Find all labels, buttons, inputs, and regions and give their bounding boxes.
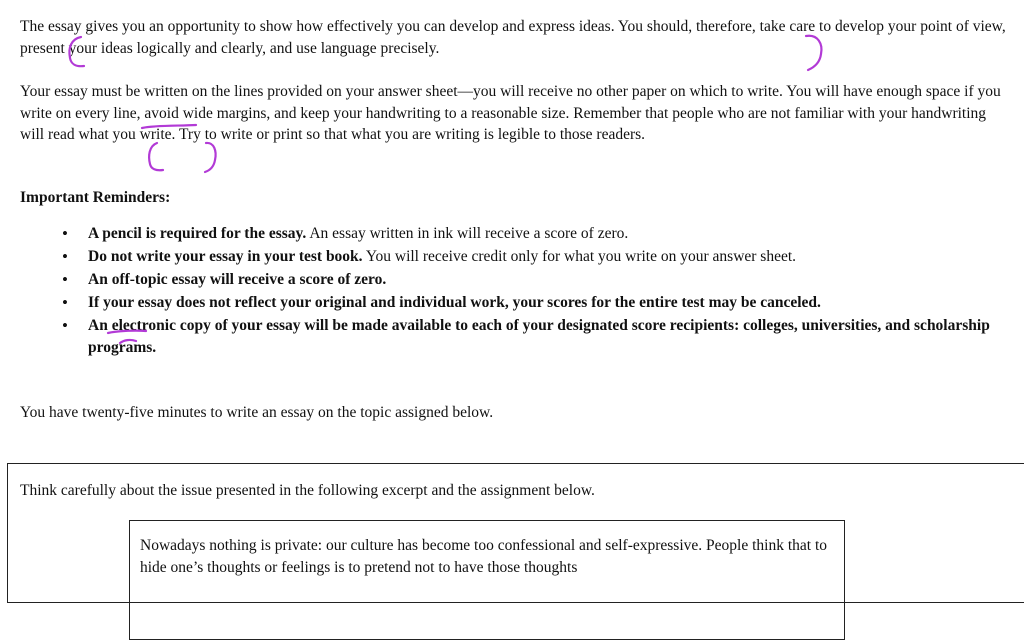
list-item xyxy=(62,223,1002,245)
excerpt-text: Nowadays nothing is private: our culture has become too confessional and self-expressive. People think that to hide one’s thoughts or feelings is to pretend not to have those thoughts xyxy=(140,537,827,576)
list-item xyxy=(62,315,993,358)
excerpt-box xyxy=(129,520,845,640)
reminder-rest: An essay written in ink will receive a score of zero. xyxy=(306,225,629,242)
bracket-open-legible xyxy=(149,143,163,170)
reminder-bold: A pencil is required for the essay. xyxy=(88,225,307,242)
closing-instruction: You have twenty-five minutes to write an essay on the topic assigned below. xyxy=(20,404,494,421)
essay-prompt-box xyxy=(7,463,1024,603)
bracket-close-legible xyxy=(205,143,216,172)
list-item xyxy=(62,246,888,268)
list-item xyxy=(62,292,1002,314)
reminder-bold: An off-topic essay will receive a score of zero. xyxy=(88,271,387,288)
reminder-bold: Do not write your essay in your test book. xyxy=(88,248,363,265)
intro-paragraph-2: Your essay must be written on the lines provided on your answer sheet—you will receive no other paper on which to write. You will have enough space if you write on every line, avoid wide margins, and keep your handwriting to a reasonable size. Remember that people who are not familiar with your handwriting will read what you write. Try to write or print so that what you are writing is legible to those readers. xyxy=(20,83,1001,143)
intro-paragraph-1: The essay gives you an opportunity to show how effectively you can develop and express ideas. You should, therefore, take care to develop your point of view, present your ideas logically and clearly, and use language precisely. xyxy=(20,18,1006,57)
list-item xyxy=(62,269,1002,291)
reminder-bold: An electronic copy of your essay will be made available to each of your designated score recipients: colleges, universities, and scholarship programs. xyxy=(88,317,990,356)
reminders-list xyxy=(62,223,1002,360)
reminders-heading: Important Reminders: xyxy=(20,189,171,206)
reminder-bold: If your essay does not reflect your original and individual work, your scores for the entire test may be canceled. xyxy=(88,294,821,311)
reminder-rest: You will receive credit only for what you write on your answer sheet. xyxy=(362,248,797,265)
prompt-intro: Think carefully about the issue presented in the following excerpt and the assignment below. xyxy=(20,482,595,499)
